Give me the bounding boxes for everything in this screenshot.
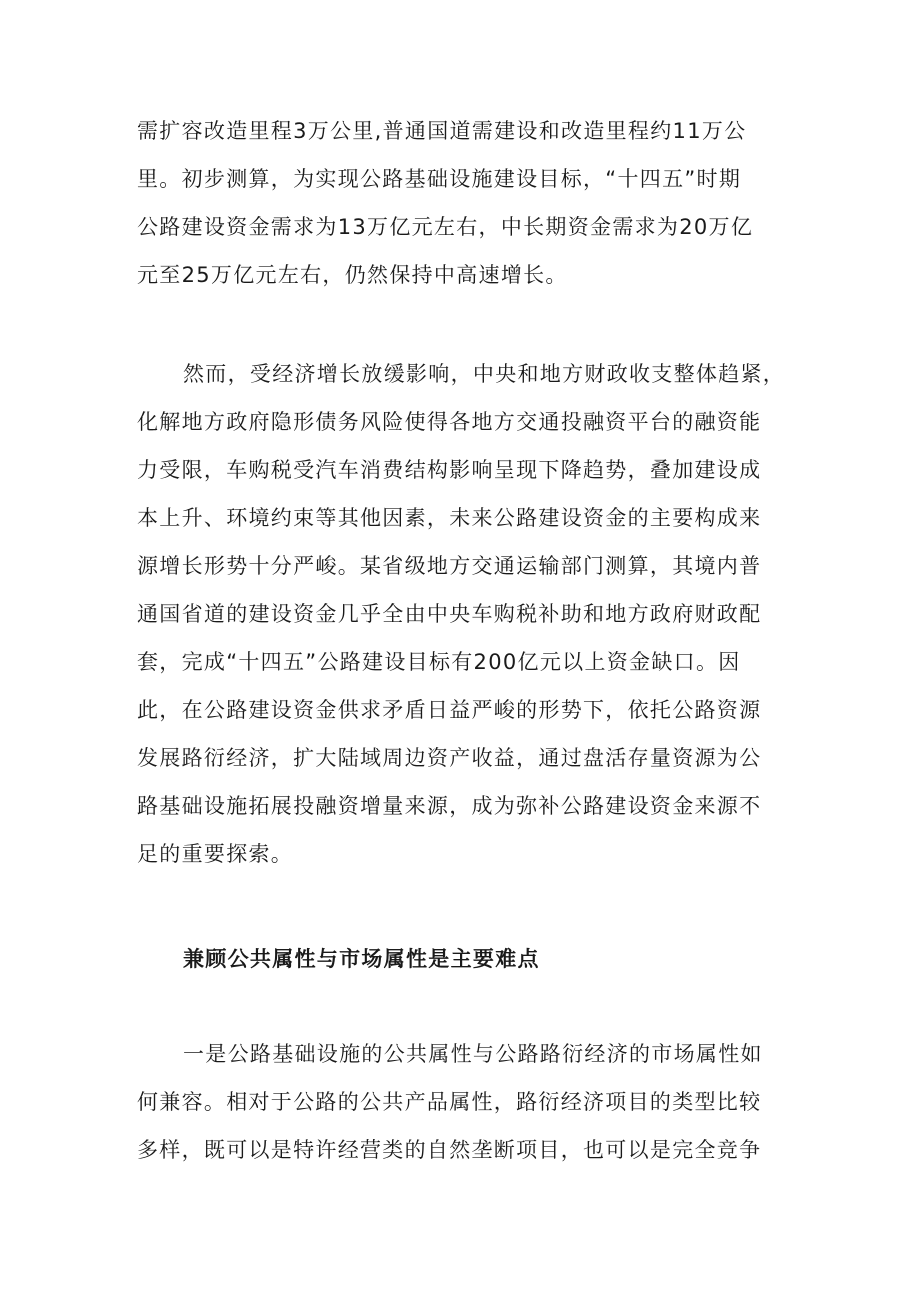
- text-line: 本上升、环境约束等其他因素，未来公路建设资金的主要构成来: [137, 506, 762, 530]
- text-line: 然而，受经济增长放缓影响，中央和地方财政收支整体趋紧，: [183, 362, 786, 386]
- text-line: 需扩容改造里程3万公里,普通国道需建设和改造里程约11万公: [137, 119, 747, 143]
- text-line: 一是公路基础设施的公共属性与公路路衍经济的市场属性如: [183, 1042, 763, 1066]
- text-line: 何兼容。相对于公路的公共产品属性，路衍经济项目的类型比较: [137, 1090, 762, 1114]
- text-line: 路基础设施拓展投融资增量来源，成为弥补公路建设资金来源不: [137, 794, 762, 818]
- text-line: 化解地方政府隐形债务风险使得各地方交通投融资平台的融资能: [137, 410, 762, 434]
- text-line: 足的重要探索。: [137, 842, 294, 866]
- text-line: 发展路衍经济，扩大陆域周边资产收益，通过盘活存量资源为公: [137, 746, 762, 770]
- section-heading: [137, 935, 797, 983]
- section-heading-text: 兼顾公共属性与市场属性是主要难点: [183, 947, 540, 971]
- text-line: 元至25万亿元左右，仍然保持中高速增长。: [137, 263, 568, 287]
- paragraph-funding-gap: [137, 350, 797, 878]
- paragraph-continued: [137, 107, 797, 299]
- text-line: 多样，既可以是特许经营类的自然垄断项目，也可以是完全竞争: [137, 1138, 762, 1162]
- text-line: 源增长形势十分严峻。某省级地方交通运输部门测算，其境内普: [137, 554, 762, 578]
- text-line: 套，完成“十四五”公路建设目标有200亿元以上资金缺口。因: [137, 650, 741, 674]
- text-line: 里。初步测算，为实现公路基础设施建设目标，“十四五”时期: [137, 167, 742, 191]
- text-line: 此，在公路建设资金供求矛盾日益严峻的形势下，依托公路资源: [137, 698, 762, 722]
- paragraph-public-vs-market: [137, 1030, 797, 1174]
- text-line: 力受限，车购税受汽车消费结构影响呈现下降趋势，叠加建设成: [137, 458, 762, 482]
- text-line: 公路建设资金需求为13万亿元左右，中长期资金需求为20万亿: [137, 215, 754, 239]
- text-line: 通国省道的建设资金几乎全由中央车购税补助和地方政府财政配: [137, 602, 762, 626]
